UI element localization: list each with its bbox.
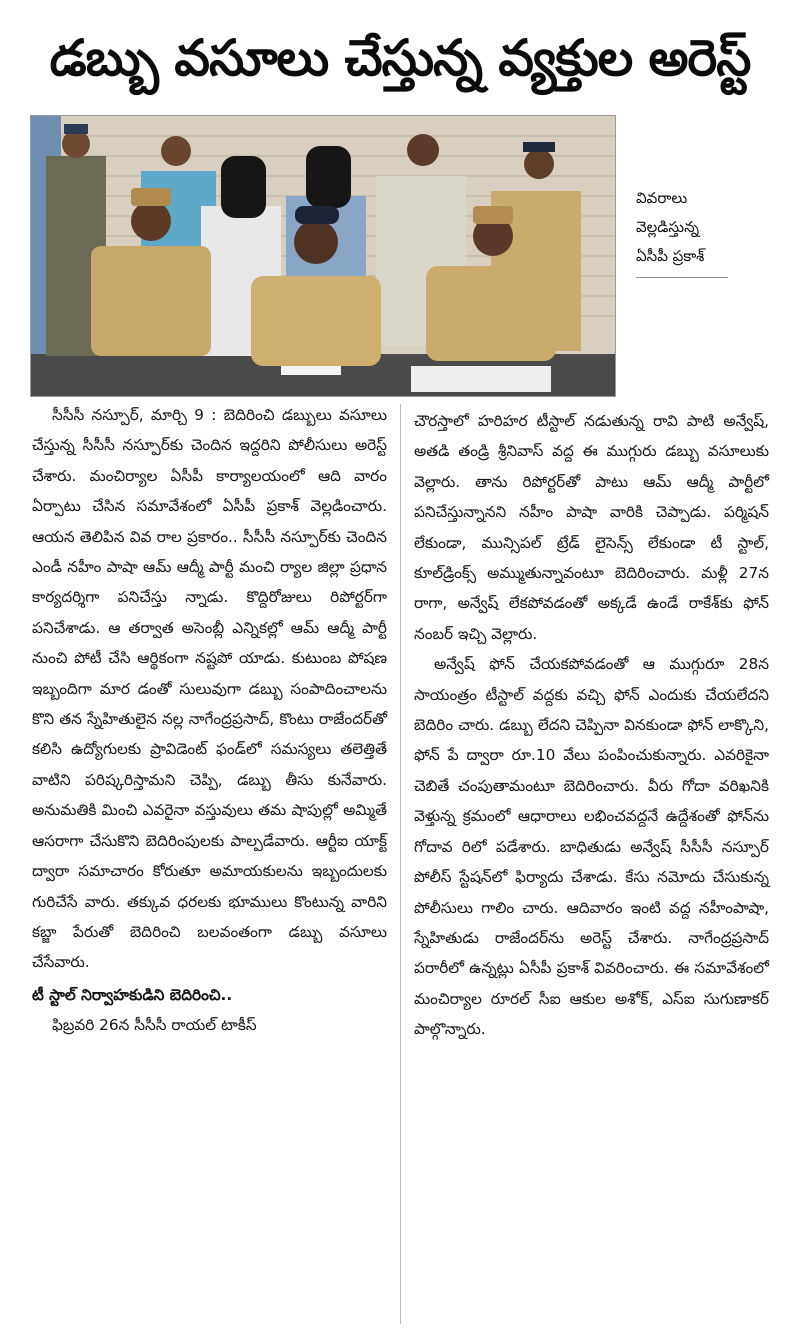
article-subheading: టీ స్టాల్ నిర్వాహకుడిని బెదిరించి..	[32, 985, 233, 1004]
press-conference-photo	[30, 115, 616, 397]
article-paragraph-3: అన్వేష్ ఫోన్ చేయకపోవడంతో ఆ ముగ్గురూ 28న సాయంత్రం టీస్టాల్ వద్దకు వచ్చి ఫోన్ ఎందుకు చేయలేదని బెదిరిం చారు. డబ్బు లేదని చెప్పినా వినకుండా ఫోన్ లాక్కొని, ఫోన్ పే ద్వారా రూ.10 వేలు పంపించుకున్నారు. ఎవరికైనా చెబితే చంపుతామంటూ బెదిరించారు. వీరు గోదా వరిఖనికి వెళ్తున్న క్రమంలో ఆధారాలు లభించవద్దనే ఉద్దేశంతో ఫోన్‌ను గోదావ రిలో పడేశారు. బాధితుడు అన్వేష్ సీసీసీ నస్పూర్ పోలీస్ స్టేషన్‌లో ఫిర్యాదు చేశాడు. కేసు నమోదు చేసుకున్న పోలీసులు గాలిం చారు. ఆదివారం ఇంటి వద్ద నహీంపాషా, స్నేహితుడు రాజేందర్‌ను అరెస్ట్ చేశారు. నాగేంద్రప్రసాద్ పరారీలో ఉన్నట్లు ఏసీపీ ప్రకాశ్ వివరించారు. ఈ సమావేశంలో మంచిర్యాల రూరల్ సీఐ ఆకుల అశోక్, ఎస్ఐ సుగుణాకర్ పాల్గొన్నారు.	[414, 655, 769, 1039]
article-paragraph-1: సీసీసీ నస్పూర్, మార్చి 9 : బెదిరించి డబ్బులు వసూలు చేస్తున్న సీసీసీ నస్పూర్‌కు చెందిన ఇద్దరిని పోలీసులు అరెస్ట్ చేశారు. మంచిర్యాల ఏసీపీ కార్యాలయంలో ఆది వారం ఏర్పాటు చేసిన సమావేశంలో ఏసీపీ ప్రకాశ్ వెల్లడించారు. ఆయన తెలిపిన వివ రాల ప్రకారం.. సీసీసీ నస్పూర్‌కు చెందిన ఎండీ నహీం పాషా ఆమ్ ఆద్మీ పార్టీ మంచి ర్యాల జిల్లా ప్రధాన కార్యదర్శిగా పనిచేస్తు న్నాడు. కొద్దిరోజులు రిపోర్టర్‌గా పనిచేశాడు. ఆ తర్వాత అసెంబ్లీ ఎన్నికల్లో ఆమ్ ఆద్మీ పార్టీ నుంచి పోటీ చేసి ఆర్థికంగా నష్టపో యాడు. కుటుంబ పోషణ ఇబ్బందిగా మార డంతో సులువుగా డబ్బు సంపాదించాలను కొని తన స్నేహితులైన నల్ల నాగేంద్రప్రసాద్, కొంటు రాజేందర్‌తో కలిసి ఉద్యోగులకు ప్రావిడెంట్ ఫండ్‌లో సమస్యలు తలెత్తితే వాటిని పరిష్కరిస్తామని చెప్పి, డబ్బు తీసు కునేవారు. అనుమతికి మించి ఎవరైనా వస్తువులు తమ షాపుల్లో అమ్మితే ఆసరాగా చేసుకొని బెదిరింపులకు పాల్పడేవారు. ఆర్టీఐ యాక్ట్ ద్వారా సమాచారం కోరుతూ అమాయకులను ఇబ్బందులకు గురిచేసే వారు. తక్కువ ధరలకు భూములు కొంటున్న వారిని కబ్జా పేరుతో బెదిరించి బలవంతంగా డబ్బు వసూలు చేసేవారు.	[32, 406, 387, 972]
column-divider	[400, 404, 401, 1324]
article-column-left	[32, 400, 387, 1041]
article-headline: డబ్బు వసూలు చేస్తున్న వ్యక్తుల అరెస్ట్	[49, 29, 751, 87]
caption-line-3: ఏసీపీ ప్రకాశ్	[636, 247, 705, 265]
article-paragraph-2-continued: చౌరస్తాలో హరిహర టీస్టాల్ నడుతున్న రావి పాటి అన్వేష్, అతడి తండ్రి శ్రీనివాస్ వద్ద ఈ ముగ్గురు డబ్బు వసూలుకు వెల్లారు. తాను రిపోర్టర్‌తో పాటు ఆమ్ ఆద్మీ పార్టీలో పనిచేస్తున్నానని నహీం పాషా వారికి చెప్పాడు. పర్మిషన్ లేకుండా, మున్సిపల్ ట్రేడ్ లైసెన్స్ లేకుండా టీ స్టాల్, కూల్‌డ్రింక్స్ అమ్ముతున్నావంటూ బెదిరించారు. మళ్లీ 27న రాగా, అన్వేష్ లేకపోవడంతో అక్కడే ఉండే రాకేశ్‌కు ఫోన్ నంబర్ ఇచ్చి వెల్లారు.	[414, 412, 769, 643]
photo-caption	[636, 184, 766, 278]
caption-line-2: వెల్లడిస్తున్న	[636, 218, 700, 236]
caption-line-1: వివరాలు	[636, 189, 688, 207]
article-column-right	[414, 406, 769, 1045]
caption-rule	[636, 277, 728, 278]
article-paragraph-2-start: ఫిబ్రవరి 26న సీసీసీ రాయల్ టాకీస్	[52, 1016, 257, 1035]
